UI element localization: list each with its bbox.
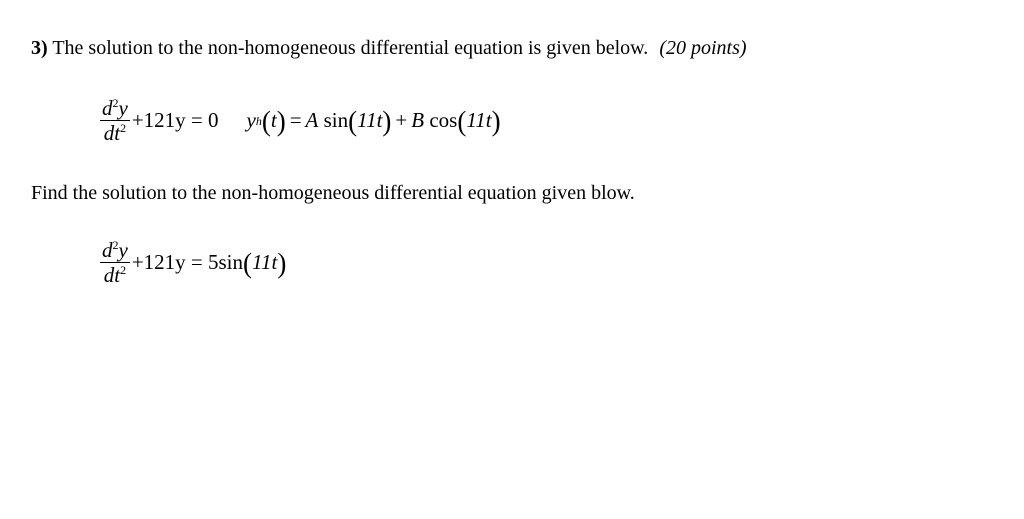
sin-function: sin xyxy=(323,108,349,132)
homogeneous-equation: $\frac{d^2y}{dt^2}$ +121y = 0 y h ( t ) = A sin ( 11t ) + B cos ( 11t ) xyxy=(102,96,501,145)
instruction-text: Find the solution to the non-homogeneous differential equation given blow. xyxy=(31,182,635,204)
cos-function: cos xyxy=(429,108,458,132)
fraction-denominator: $dt^2$ xyxy=(103,263,127,287)
question-number: 3) xyxy=(31,37,48,59)
fraction-numerator: $d^2y$ xyxy=(102,96,128,120)
question-text: The solution to the non-homogeneous differential equation is given below. xyxy=(52,37,649,59)
equation-lhs-rest: +121y = 0 xyxy=(131,108,219,132)
equation-lhs-rest: +121y = 5sin xyxy=(131,250,244,274)
question-points: (20 points) xyxy=(659,37,747,59)
sin-argument: 11t xyxy=(252,250,278,274)
equals-sign: = xyxy=(289,108,302,132)
second-derivative-fraction xyxy=(100,238,130,287)
question-heading xyxy=(31,37,747,60)
fraction-denominator: $dt^2$ xyxy=(103,121,127,145)
second-derivative-fraction xyxy=(100,96,130,145)
sin-argument: 11t xyxy=(357,108,383,132)
cos-argument: 11t xyxy=(466,108,492,132)
homogeneous-solution-symbol: y xyxy=(246,108,256,132)
non-homogeneous-equation: $\frac{d^2y}{dt^2}$ +121y = 5sin ( 11t ) xyxy=(102,238,287,287)
coefficient-a: A xyxy=(305,108,319,132)
fraction-numerator: $d^2y$ xyxy=(102,238,128,262)
plus-sign: + xyxy=(395,108,408,132)
coefficient-b: B xyxy=(411,108,425,132)
function-argument: t xyxy=(270,108,277,132)
